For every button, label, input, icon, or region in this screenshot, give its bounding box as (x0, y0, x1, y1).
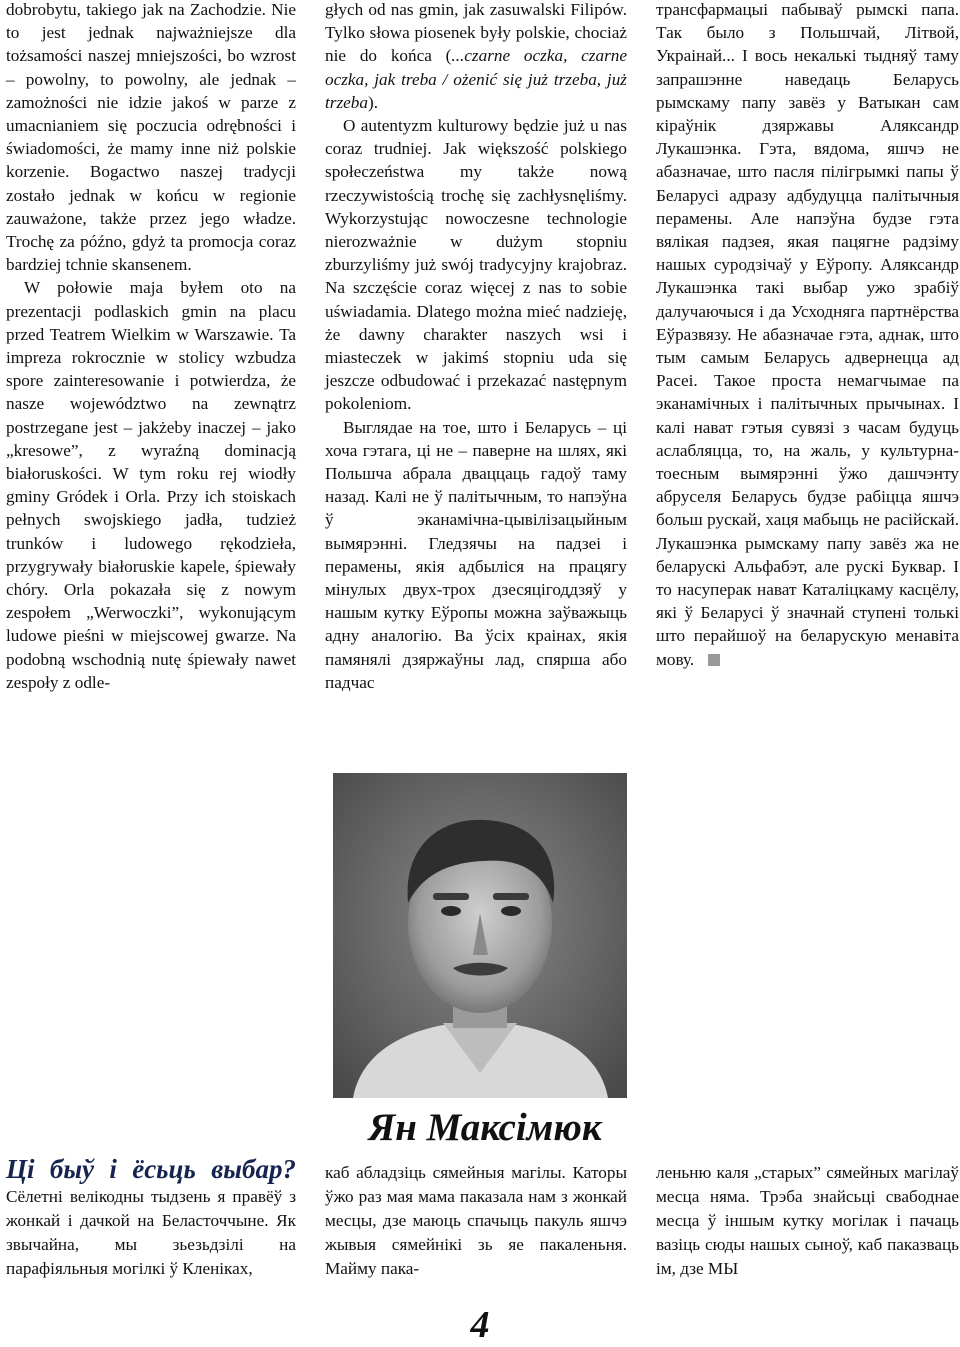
next-article-column-1 (6, 1154, 296, 1281)
paragraph-text: леньню каля „старых” сямейных магілаў месца няма. Трэба знайсьці свабоднае месца ў іншым кутку могілак і пачаць вазіць сюды нашых сыноў, каб паказваць ім, дзе МЫ (656, 1163, 959, 1278)
paragraph: O autentyzm kulturowy będzie już u nas coraz trudniej. Jak większość polskiego społeczeństwa my także nową rzeczywistością trochę się zachłysnęliśmy. Wykorzystując nowoczesne technologie nierozważnie w dużym stopniu zburzyliśmy już swój tradycyjny krajobraz. Na szczęście coraz więcej z nas to sobie uświadamia. Dlatego można mieć nadzieję, że dawny charakter naszych wsi i miasteczek w jakimś stopniu uda się jeszcze odbudować i przekazać następnym pokoleniom. (325, 116, 627, 414)
article-column-3 (656, 0, 959, 671)
page-number: 4 (470, 1304, 490, 1346)
section-subtitle: Ці быў і ёсьць выбар? (6, 1154, 296, 1184)
portrait-image (333, 773, 627, 1098)
paragraph-text: трансфармацыі пабываў рымскі папа. Так было з Польшчай, Літвой, Украінай... І вось некалькі тыдняў таму запрашэнне наведаць Беларусь рымскаму папу завёз у Ватыкан сам кіраўнік дзяржавы Аляксандр Лукашэнка. Гэта, вядома, яшчэ не абазначае, што пасля пілігрымкі папы ў Беларусі адразу адбудуцца палітычныя перамены. Але напэўна будзе гэта вялікая падзея, якая пацягне радзіму нашых суродзічаў у Еўропу. Аляксандр Лукашэнка такі выбар ужо зрабіў далучаючыся і да Усходняга партнёрства Еўразвязу. Не абазначае гэта, аднак, што тым самым Беларусь адвернецца ад Расеі. Такое проста немагчымае па эканамічных і палітычных прычынах. І калі нават гэтыя сувязі з часам будуць аслабляцца, то, на жаль, у культурна-тоесным вымярэнні ўжо дашчэнту абруселя Беларусь будзе рабіцца яшчэ больш рускай, хаця мабыць не расійскай. Лукашэнка рымскаму папу завёз жа не беларускі Альфабэт, але рускі Буквар. І то насуперак нават Каталіцкаму касцёлу, які ў Беларусі ў значнай ступені толькі што перайшоў на беларускую менавіта мову. (656, 0, 959, 669)
next-article-column-3 (656, 1161, 959, 1281)
paragraph: głych od nas gmin, jak zasuwalski Filipów. Tylko słowa piosenek były polskie, chociaż nie do końca (...czarne oczka, czarne oczka, jak treba / ożenić się już trzeba, już trzeba). (325, 0, 628, 112)
paragraph: W połowie maja byłem oto na prezentacji podlaskich gmin na placu przed Teatrem Wielkim w Warszawie. Ta impreza rokrocznie w stolicy wzbudza spore zainteresowanie i potwierdza, że nasze województwo na zewnątrz postrzegane jest – jakżeby inaczej – jako „kresowe”, z wyraźną dominacją białoruskości. W tym roku rej wiodły gminy Gródek i Orla. Przy ich stoiskach pełnych swojskiego jadła, tudzież trunków i ludowego rękodzieła, przygrywały białoruskie kapele, śpiewały chóry. Orla pokazała się z nowym zespołem „Werwoczki”, wykonującym ludowe pieśni w miejscowej gwarze. Na podobną wschodnią nutę śpiewały nawet zespoły z odle- (6, 278, 296, 692)
article-column-2 (325, 0, 627, 694)
next-article-column-2 (325, 1161, 627, 1281)
paragraph-text: Сёлетні велікодны тыдзень я правёў з жонкай і дачкой на Беласточчыне. Як звычайна, мы зьезьдзілі на парафіяльныя могілкі ў Кленіках, (6, 1187, 296, 1278)
paragraph-text: каб абладзіць сямейныя магілы. Каторы ўжо раз мая мама паказала нам з жонкай месцы, дзе маюць спачыць пакуль яшчэ жывыя сямейнікі зь яе пакаленьня. Майму пака- (325, 1163, 627, 1278)
paragraph: Выглядае на тое, што і Беларусь – ці хоча гэтага, ці не – паверне на шлях, які Польшча абрала дваццаць гадоў таму назад. Калі не ў палітычным, то напэўна ў эканамічна-цывілізацыйным вымярэнні. Гледзячы на падзеі і перамены, якія адбыліся на працягу мінулых двух-трох дзесяцігоддзяў у нашым кутку Еўропы можна заўважыць адну аналогію. Ва ўсіх краінах, якія памянялі дзяржаўны лад, спярша або падчас (325, 417, 627, 692)
paragraph: dobrobytu, takiego jak na Zachodzie. Nie to jest jednak najważniejsze dla tożsamości naszej mniejszości, bo wzrost – powolny, to powolny, ale jednak – zamożności nie idzie jakoś w parze z umacnianiem się poczucia odrębności i świadomości, że mamy inne niż polskie korzenie. Bogactwo naszej tradycji zostało jednak w końcu w regionie zauważone, także przez jego władze. Trochę za późno, gdyż ta promocja coraz bardziej tchnie skansenem. (6, 0, 296, 275)
article-column-1 (6, 0, 296, 694)
author-name: Ян Максімюк (368, 1106, 602, 1149)
end-of-article-mark (708, 654, 720, 666)
song-lyrics: ...czarne oczka, czarne oczka, jak treba / ożenić się już trzeba, już trzeba (325, 46, 628, 112)
paragraph (656, 0, 959, 671)
paragraph (6, 1154, 296, 1281)
author-photo (333, 773, 627, 1098)
